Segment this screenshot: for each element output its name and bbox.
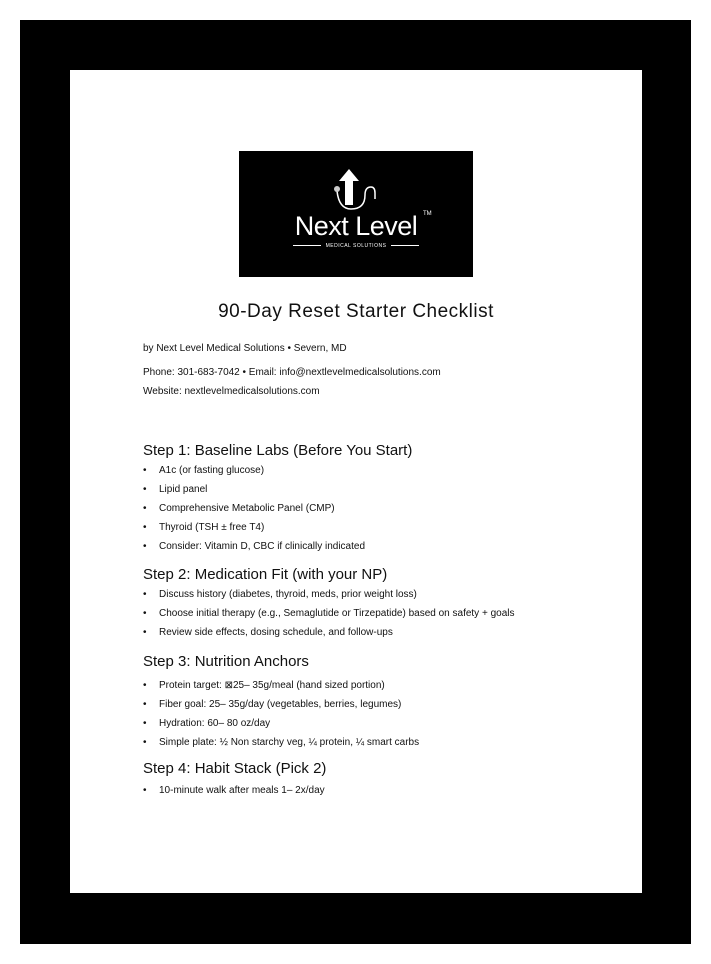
arrow-stethoscope-icon (329, 169, 383, 215)
step-1-heading: Step 1: Baseline Labs (Before You Start) (143, 442, 413, 459)
list-item: • Lipid panel (143, 480, 365, 499)
logo-name: Next Level (294, 211, 418, 241)
list-item: • Hydration: 60– 80 oz/day (143, 714, 419, 733)
list-item: • Fiber goal: 25– 35g/day (vegetables, berries, legumes) (143, 695, 419, 714)
company-logo (239, 151, 473, 277)
list-item: • Discuss history (diabetes, thyroid, meds, prior weight loss) (143, 585, 514, 604)
website-line: Website: nextlevelmedicalsolutions.com (143, 386, 320, 397)
step-3-list (143, 676, 419, 752)
list-item: • 10-minute walk after meals 1– 2x/day (143, 781, 325, 800)
document-page (70, 70, 642, 893)
step-2-heading: Step 2: Medication Fit (with your NP) (143, 566, 388, 583)
step-2-list (143, 585, 514, 642)
step-3-heading: Step 3: Nutrition Anchors (143, 653, 309, 670)
list-item: • Consider: Vitamin D, CBC if clinically indicated (143, 537, 365, 556)
list-item: • Simple plate: ½ Non starchy veg, ¼ protein, ¼ smart carbs (143, 733, 419, 752)
contact-line: Phone: 301-683-7042 • Email: info@nextlevelmedicalsolutions.com (143, 367, 441, 378)
byline: by Next Level Medical Solutions • Severn, MD (143, 343, 347, 354)
page-title: 90-Day Reset Starter Checklist (218, 301, 494, 322)
list-item: • Review side effects, dosing schedule, and follow-ups (143, 623, 514, 642)
logo-trademark: TM (423, 211, 432, 217)
list-item: • A1c (or fasting glucose) (143, 461, 365, 480)
step-1-list (143, 461, 365, 556)
logo-subtitle: MEDICAL SOLUTIONS (239, 243, 473, 249)
step-4-list (143, 781, 325, 800)
list-item: • Comprehensive Metabolic Panel (CMP) (143, 499, 365, 518)
list-item: • Thyroid (TSH ± free T4) (143, 518, 365, 537)
list-item: • Choose initial therapy (e.g., Semaglutide or Tirzepatide) based on safety + goals (143, 604, 514, 623)
list-item: • Protein target: ⊠25– 35g/meal (hand sized portion) (143, 676, 419, 695)
step-4-heading: Step 4: Habit Stack (Pick 2) (143, 760, 327, 777)
